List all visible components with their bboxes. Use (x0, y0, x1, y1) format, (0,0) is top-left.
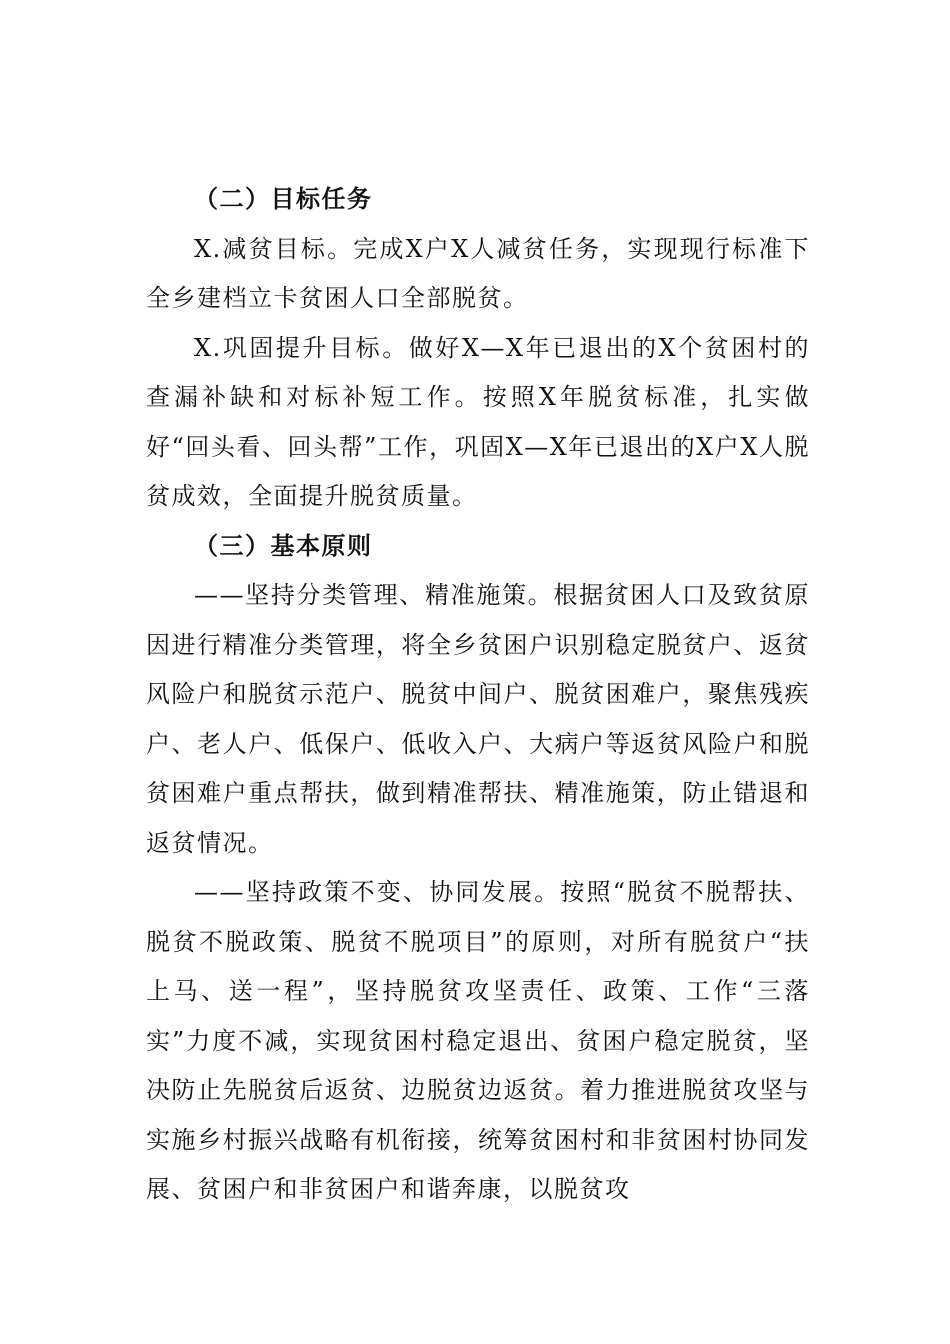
document-body (146, 175, 810, 1215)
section-heading-principles: （三）基本原则 (194, 531, 373, 560)
section-heading-goals: （二）目标任务 (194, 185, 373, 213)
paragraph-consolidation-goal: X.巩固提升目标。做好X—X年已退出的X个贫困村的查漏补缺和对标补短工作。按照X年脱贫标准，扎实做好“回头看、回头帮”工作，巩固X—X年已退出的X户X人脱贫成效，全面提升脱贫质量。 (146, 333, 810, 510)
paragraph-classified-management: ——坚持分类管理、精准施策。根据贫困人口及致贫原因进行精准分类管理，将全乡贫困户识别稳定脱贫户、返贫风险户和脱贫示范户、脱贫中间户、脱贫困难户，聚焦残疾户、老人户、低保户、低收入户、大病户等返贫风险户和脱贫困难户重点帮扶，做到精准帮扶、精准施策，防止错退和返贫情况。 (146, 581, 810, 857)
paragraph-policy-unchanged: ——坚持政策不变、协同发展。按照“脱贫不脱帮扶、脱贫不脱政策、脱贫不脱项目”的原则，对所有脱贫户“扶上马、送一程”，坚持脱贫攻坚责任、政策、工作“三落实”力度不减，实现贫困村稳定退出、贫困户稳定脱贫，坚决防止先脱贫后返贫、边脱贫边返贫。着力推进脱贫攻坚与实施乡村振兴战略有机衔接，统筹贫困村和非贫困村协同发展、贫困户和非贫困户和谐奔康，以脱贫攻 (146, 878, 810, 1203)
paragraph-poverty-reduction-goal: X.减贫目标。完成X户X人减贫任务，实现现行标准下全乡建档立卡贫困人口全部脱贫。 (146, 234, 810, 312)
